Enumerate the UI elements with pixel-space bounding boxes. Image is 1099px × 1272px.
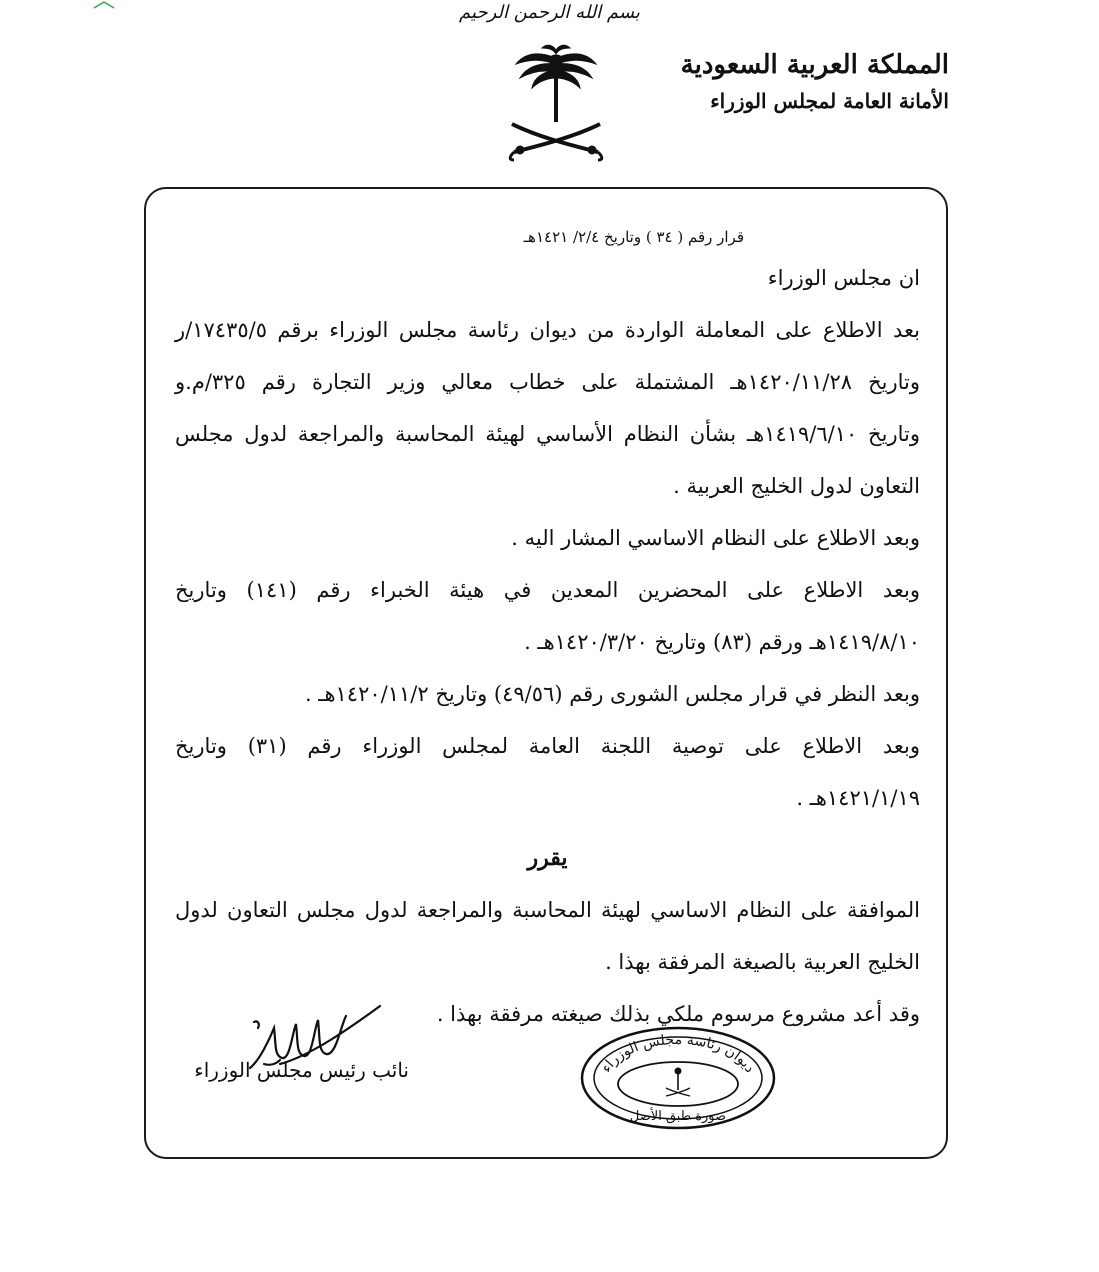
body-line: وبعد النظر في قرار مجلس الشورى رقم (٤٩/٥٦) وتاريخ ١٤٢٠/١١/٢هـ .: [304, 682, 920, 706]
seal-stamp-text: صورة طبق الأصل: [629, 1109, 727, 1124]
basmala: بسم الله الرحمن الرحيم: [459, 2, 640, 23]
document-body: [175, 258, 920, 1046]
resolves-heading: يقرر: [527, 845, 568, 871]
secretariat-name: الأمانة العامة لمجلس الوزراء: [710, 89, 949, 113]
body-line: وبعد الاطلاع على النظام الاساسي المشار اليه .: [511, 526, 920, 550]
decision-number: قرار رقم ( ٣٤ ) وتاريخ ٢/٤/ ١٤٢١هـ: [523, 228, 744, 246]
body-line: وتاريخ ١٤٢٠/١١/٢٨هـ المشتملة على خطاب معالي وزير التجارة رقم ٣٢٥/م.و: [175, 370, 920, 394]
opening-line: ان مجلس الوزراء: [767, 266, 920, 290]
body-line: التعاون لدول الخليج العربية .: [673, 474, 920, 498]
signatory-title: نائب رئيس مجلس الوزراء: [194, 1058, 409, 1082]
body-line: ١٤٢١/١/١٩هـ .: [796, 786, 920, 810]
resolution-line: الموافقة على النظام الاساسي لهيئة المحاسبة والمراجعة لدول مجلس التعاون لدول: [175, 898, 920, 922]
body-line: بعد الاطلاع على المعاملة الواردة من ديوان رئاسة مجلس الوزراء برقم ١٧٤٣٥/٥/ر: [175, 318, 920, 342]
body-line: وتاريخ ١٤١٩/٦/١٠هـ بشأن النظام الأساسي لهيئة المحاسبة والمراجعة لدول مجلس: [175, 422, 920, 446]
seal-text: ديوان رئاسة مجلس الوزراء: [598, 1031, 758, 1076]
kingdom-name: المملكة العربية السعودية: [680, 50, 949, 80]
resolution-line: الخليج العربية بالصيغة المرفقة بهذا .: [605, 950, 920, 974]
body-line: وبعد الاطلاع على توصية اللجنة العامة لمجلس الوزراء رقم (٣١) وتاريخ: [175, 734, 920, 758]
letterhead: [589, 48, 949, 116]
body-line: ١٤١٩/٨/١٠هـ ورقم (٨٣) وتاريخ ١٤٢٠/٣/٢٠هـ .: [524, 630, 920, 654]
resolution-line: وقد أعد مشروع مرسوم ملكي بذلك صيغته مرفقة بهذا .: [436, 1002, 920, 1026]
body-line: وبعد الاطلاع على المحضرين المعدين في هيئة الخبراء رقم (١٤١) وتاريخ: [175, 578, 920, 602]
official-seal: [578, 1022, 778, 1130]
corner-mark-icon: [92, 0, 116, 10]
